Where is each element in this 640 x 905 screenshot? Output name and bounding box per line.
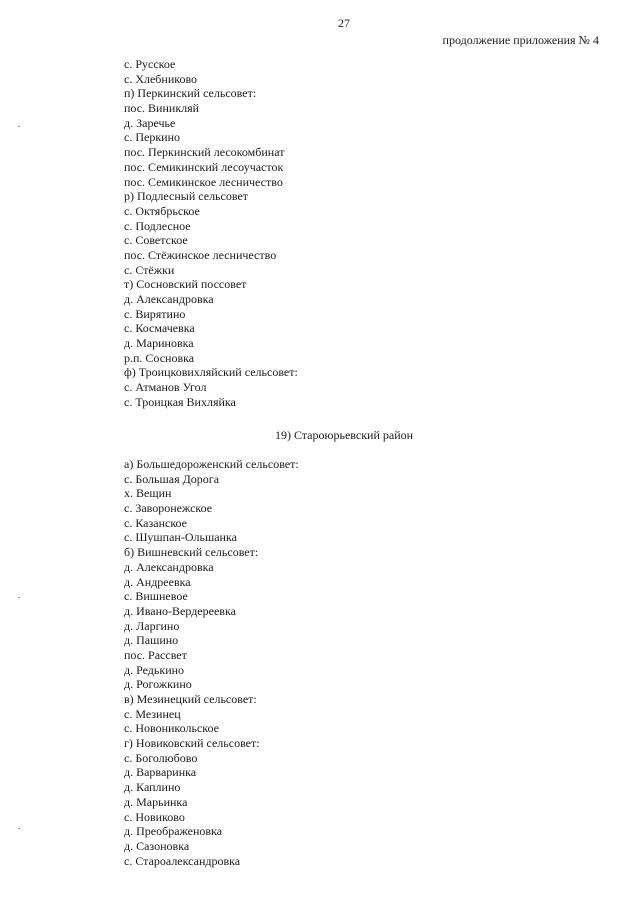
list-item: д. Марьинка (124, 794, 188, 809)
list-item: с. Советское (124, 233, 188, 248)
list-item: с. Атманов Угол (124, 380, 207, 395)
list-item: с. Октябрьское (124, 203, 200, 218)
list-item: д. Варваринка (124, 765, 197, 780)
list-item: д. Александровка (124, 559, 214, 574)
list-item: г) Новиковский сельсовет: (124, 736, 260, 751)
list-item: с. Заворонежское (124, 501, 213, 516)
list-item: р.п. Сосновка (124, 350, 195, 365)
list-item: с. Шушпан-Ольшанка (124, 530, 237, 545)
list-item: д. Ларгино (124, 618, 180, 633)
list-item: с. Новиково (124, 809, 185, 824)
list-item: д. Каплино (124, 780, 181, 795)
scan-margin-mark (18, 828, 20, 829)
list-item: с. Перкино (124, 130, 180, 145)
list-item: д. Мариновка (124, 336, 194, 351)
list-item: с. Подлесное (124, 218, 191, 233)
appendix-continuation-note: продолжение приложения № 4 (442, 33, 599, 47)
list-item: р) Подлесный сельсовет (124, 189, 249, 204)
list-item: д. Редькино (124, 662, 185, 677)
scan-margin-mark (18, 126, 20, 127)
section-heading: 19) Староюрьевский район (274, 428, 414, 442)
list-item: д. Рогожкино (124, 677, 192, 692)
page-number: 27 (338, 16, 350, 30)
list-item: п) Перкинский сельсовет: (124, 86, 257, 101)
list-item: пос. Семикинское лесничество (124, 174, 283, 189)
list-item: с. Троицкая Вихляйка (124, 394, 236, 409)
list-item: с. Боголюбово (124, 750, 198, 765)
list-item: т) Сосновский поссовет (124, 277, 247, 292)
list-item: пос. Перкинский лесокомбинат (124, 145, 285, 160)
list-item: с. Хлебниково (124, 71, 198, 86)
list-item: д. Александровка (124, 292, 214, 306)
list-item: в) Мезинецкий сельсовет: (124, 692, 257, 706)
list-item: пос. Семикинский лесоучасток (124, 159, 284, 174)
list-item: с. Мезинец (124, 706, 181, 721)
list-item: х. Вещин (124, 486, 172, 501)
list-item: а) Большедороженский сельсовет: (124, 457, 299, 471)
list-item: пос. Стёжинское лесничество (124, 247, 277, 262)
list-item: д. Андреевка (124, 574, 191, 589)
list-item: с. Новоникольское (124, 721, 219, 736)
list-item: с. Большая Дорога (124, 471, 220, 486)
list-item: с. Русское (124, 57, 176, 71)
list-item: д. Заречье (124, 115, 176, 130)
settlement-list-part-1 (124, 57, 298, 410)
list-item: д. Ивано-Вердереевка (124, 603, 236, 618)
list-item: с. Вишневое (124, 589, 188, 604)
list-item: д. Преображеновка (124, 824, 223, 839)
list-item: с. Стёжки (124, 262, 175, 277)
list-item: д. Пашино (124, 633, 179, 648)
list-item: ф) Троицковихляйский сельсовет: (124, 365, 298, 380)
list-item: с. Казанское (124, 515, 188, 530)
settlement-list-part-2 (124, 457, 299, 868)
list-item: с. Староалександровка (124, 853, 241, 868)
list-item: д. Сазоновка (124, 838, 190, 853)
scan-margin-mark (18, 597, 20, 598)
list-item: с. Вирятино (124, 306, 186, 321)
list-item: с. Космачевка (124, 321, 195, 336)
list-item: пос. Виникляй (124, 101, 200, 116)
list-item: б) Вишневский сельсовет: (124, 545, 259, 560)
list-item: пос. Рассвет (124, 647, 187, 662)
